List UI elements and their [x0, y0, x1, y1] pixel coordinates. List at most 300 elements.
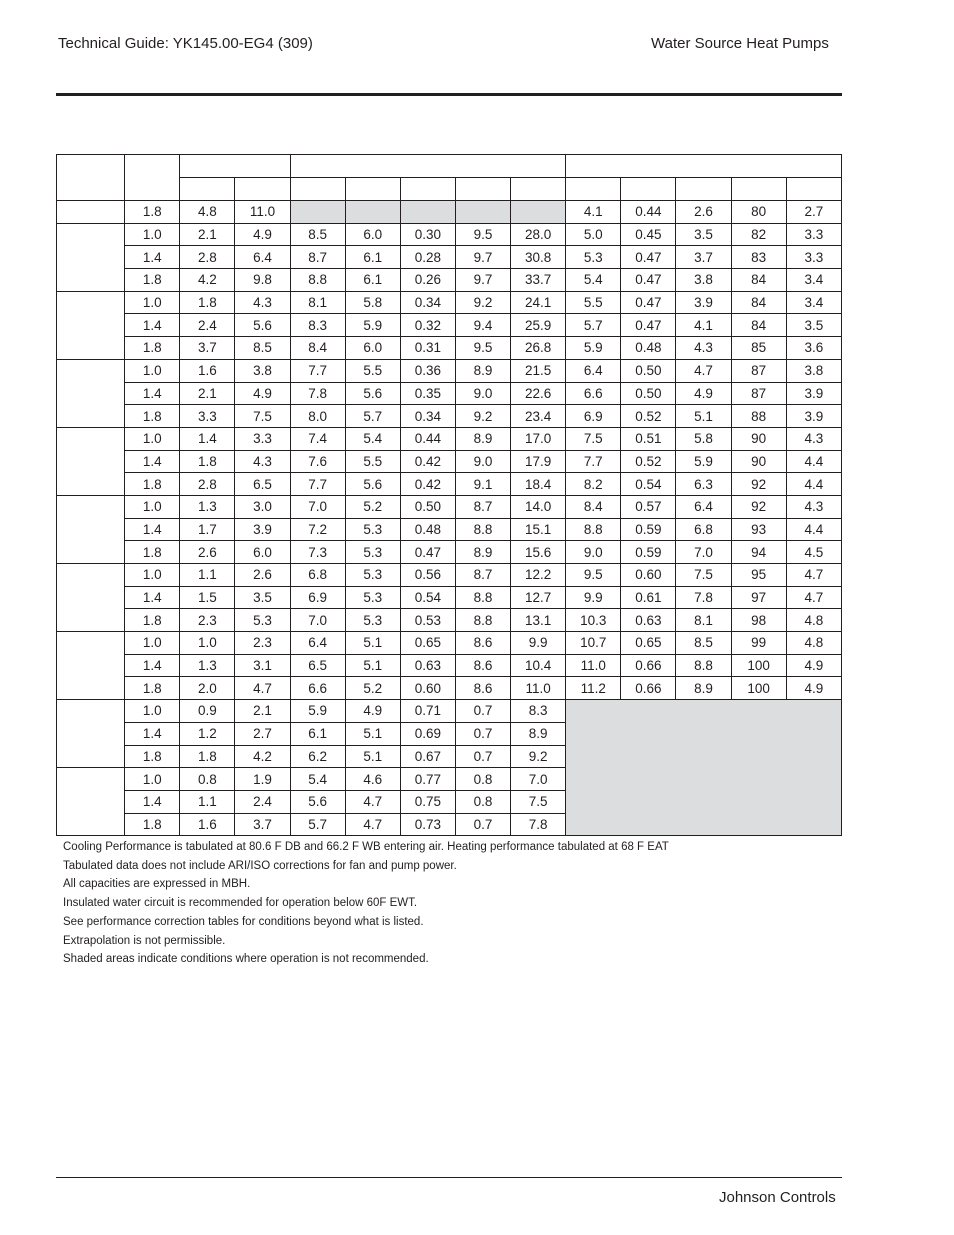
- table-cell: 0.7: [455, 700, 510, 723]
- note-line: Cooling Performance is tabulated at 80.6 F DB and 66.2 F WB entering air. Heating performance tabulated at 68 F EAT: [63, 841, 669, 853]
- table-row: [57, 246, 842, 269]
- table-cell: 1.0: [125, 223, 180, 246]
- table-cell: 4.4: [786, 473, 841, 496]
- table-cell: 9.0: [455, 382, 510, 405]
- table-cell: 17.9: [511, 450, 566, 473]
- table-cell: 1.3: [180, 495, 235, 518]
- table-cell: 6.5: [235, 473, 290, 496]
- table-cell: 8.3: [290, 314, 345, 337]
- table-cell: 0.8: [455, 790, 510, 813]
- table-cell: 0.50: [400, 495, 455, 518]
- table-cell: 8.9: [455, 359, 510, 382]
- table-cell: 98: [731, 609, 786, 632]
- table-cell: 11.0: [511, 677, 566, 700]
- ewt-cell: [57, 201, 125, 224]
- table-cell: 83: [731, 246, 786, 269]
- ewt-cell: [57, 427, 125, 495]
- table-cell: 8.8: [566, 518, 621, 541]
- table-cell: 97: [731, 586, 786, 609]
- table-cell: 92: [731, 495, 786, 518]
- table-cell: 8.6: [455, 654, 510, 677]
- table-cell: 5.2: [345, 495, 400, 518]
- table-cell: 3.3: [786, 223, 841, 246]
- table-cell: 4.7: [786, 586, 841, 609]
- table-cell: 4.8: [786, 609, 841, 632]
- table-cell: 8.5: [290, 223, 345, 246]
- table-cell: 4.3: [676, 337, 731, 360]
- table-cell: 7.0: [290, 609, 345, 632]
- table-cell: 2.1: [180, 382, 235, 405]
- table-cell: 18.4: [511, 473, 566, 496]
- table-cell: 0.8: [180, 768, 235, 791]
- table-cell: 0.44: [621, 201, 676, 224]
- footer-company: Johnson Controls: [719, 1189, 836, 1206]
- table-cell: 94: [731, 541, 786, 564]
- table-cell: 6.1: [345, 269, 400, 292]
- table-cell: 3.3: [235, 427, 290, 450]
- header-cell-ewt: [57, 155, 125, 201]
- table-cell: 92: [731, 473, 786, 496]
- table-cell: 8.6: [455, 632, 510, 655]
- subheader-cell: [621, 178, 676, 201]
- table-cell: 8.6: [455, 677, 510, 700]
- table-cell: 0.45: [621, 223, 676, 246]
- table-cell: 6.2: [290, 745, 345, 768]
- table-cell: 1.4: [125, 654, 180, 677]
- table-cell: 7.6: [290, 450, 345, 473]
- table-cell: 4.3: [786, 495, 841, 518]
- table-cell: 3.7: [676, 246, 731, 269]
- table-cell: 2.3: [180, 609, 235, 632]
- table-cell: 3.4: [786, 291, 841, 314]
- table-cell: 4.9: [676, 382, 731, 405]
- table-cell: 10.3: [566, 609, 621, 632]
- table-cell: 1.0: [180, 632, 235, 655]
- table-cell: 4.9: [786, 677, 841, 700]
- table-cell: 5.9: [566, 337, 621, 360]
- table-cell: 14.0: [511, 495, 566, 518]
- table-cell: 1.0: [125, 359, 180, 382]
- table-cell: 1.1: [180, 790, 235, 813]
- table-cell: 9.7: [455, 269, 510, 292]
- subheader-cell: [786, 178, 841, 201]
- table-cell: 1.4: [125, 314, 180, 337]
- table-cell: 82: [731, 223, 786, 246]
- table-cell: 4.7: [786, 564, 841, 587]
- table-cell: 5.3: [345, 586, 400, 609]
- table-row: [57, 405, 842, 428]
- table-cell: 0.47: [400, 541, 455, 564]
- table-cell: 95: [731, 564, 786, 587]
- table-cell: 9.1: [455, 473, 510, 496]
- table-row: [57, 223, 842, 246]
- table-cell: 8.1: [676, 609, 731, 632]
- table-cell: 10.4: [511, 654, 566, 677]
- table-cell: 0.51: [621, 427, 676, 450]
- table-cell: 1.4: [125, 586, 180, 609]
- table-cell: 5.3: [345, 564, 400, 587]
- table-cell: 8.5: [235, 337, 290, 360]
- table-cell: 0.32: [400, 314, 455, 337]
- table-cell: 2.0: [180, 677, 235, 700]
- table-cell: 9.0: [566, 541, 621, 564]
- note-line: Insulated water circuit is recommended for operation below 60F EWT.: [63, 897, 418, 910]
- table-cell: 0.42: [400, 473, 455, 496]
- table-cell: 8.4: [566, 495, 621, 518]
- table-cell: 8.8: [455, 586, 510, 609]
- table-cell: 8.8: [455, 609, 510, 632]
- table-cell: 0.26: [400, 269, 455, 292]
- table-cell: 3.9: [786, 405, 841, 428]
- table-cell: 5.9: [290, 700, 345, 723]
- table-cell: 0.34: [400, 291, 455, 314]
- table-cell: 1.8: [125, 405, 180, 428]
- table-cell: 5.3: [345, 609, 400, 632]
- table-cell: 6.0: [345, 337, 400, 360]
- table-cell: 1.6: [180, 359, 235, 382]
- table-cell: 5.6: [345, 382, 400, 405]
- table-cell: 6.3: [676, 473, 731, 496]
- table-cell: 0.71: [400, 700, 455, 723]
- table-cell: 0.60: [621, 564, 676, 587]
- table-cell: 9.5: [455, 223, 510, 246]
- table-cell: 0.73: [400, 813, 455, 836]
- table-cell: 4.9: [786, 654, 841, 677]
- table-row: [57, 609, 842, 632]
- table-cell: 3.6: [786, 337, 841, 360]
- ewt-cell: [57, 291, 125, 359]
- table-cell: 7.8: [290, 382, 345, 405]
- table-cell: 28.0: [511, 223, 566, 246]
- table-cell: 0.66: [621, 654, 676, 677]
- table-cell: 0.47: [621, 269, 676, 292]
- table-cell: 3.3: [180, 405, 235, 428]
- table-cell: 2.8: [180, 246, 235, 269]
- table-cell: 5.8: [345, 291, 400, 314]
- table-cell: 12.7: [511, 586, 566, 609]
- table-cell: 5.7: [345, 405, 400, 428]
- table-cell: 8.5: [676, 632, 731, 655]
- table-cell: 10.7: [566, 632, 621, 655]
- table-cell: 13.1: [511, 609, 566, 632]
- table-cell: 0.50: [621, 382, 676, 405]
- table-cell: 9.2: [455, 405, 510, 428]
- table-cell: 1.8: [125, 677, 180, 700]
- table-cell: 6.1: [345, 246, 400, 269]
- table-cell: 9.7: [455, 246, 510, 269]
- table-cell: 0.28: [400, 246, 455, 269]
- table-cell: 6.4: [566, 359, 621, 382]
- table-cell: 8.8: [455, 518, 510, 541]
- table-cell: 0.36: [400, 359, 455, 382]
- table-cell: 5.9: [676, 450, 731, 473]
- table-cell: 4.9: [235, 223, 290, 246]
- table-cell: 0.54: [400, 586, 455, 609]
- table-row: [57, 700, 842, 723]
- table-cell: 12.2: [511, 564, 566, 587]
- table-cell: [511, 201, 566, 224]
- subheader-cell: [676, 178, 731, 201]
- table-cell: 33.7: [511, 269, 566, 292]
- table-cell: 3.7: [235, 813, 290, 836]
- table-row: [57, 586, 842, 609]
- table-cell: 90: [731, 450, 786, 473]
- table-cell: 0.52: [621, 405, 676, 428]
- table-cell: 1.8: [125, 541, 180, 564]
- table-cell: 0.67: [400, 745, 455, 768]
- table-row: [57, 541, 842, 564]
- table-cell: 7.7: [290, 473, 345, 496]
- subheader-cell: [180, 178, 235, 201]
- table-cell: 7.3: [290, 541, 345, 564]
- table-cell: 1.8: [125, 201, 180, 224]
- table-cell: 0.56: [400, 564, 455, 587]
- subheader-cell: [511, 178, 566, 201]
- table-cell: 7.7: [290, 359, 345, 382]
- table-cell: 0.34: [400, 405, 455, 428]
- table-cell: 3.9: [676, 291, 731, 314]
- table-cell: 9.4: [455, 314, 510, 337]
- table-cell: 8.7: [455, 564, 510, 587]
- table-cell: 2.6: [180, 541, 235, 564]
- table-cell: 0.63: [400, 654, 455, 677]
- table-cell: 7.0: [290, 495, 345, 518]
- table-cell: 0.75: [400, 790, 455, 813]
- table-cell: 1.6: [180, 813, 235, 836]
- table-cell: 6.0: [345, 223, 400, 246]
- table-cell: 1.8: [125, 609, 180, 632]
- header-document-title: Technical Guide: YK145.00-EG4 (309): [58, 35, 313, 52]
- table-cell: 2.4: [235, 790, 290, 813]
- table-cell: 4.6: [345, 768, 400, 791]
- table-cell: 4.8: [786, 632, 841, 655]
- table-cell: 9.0: [455, 450, 510, 473]
- table-cell: 84: [731, 314, 786, 337]
- table-cell: [400, 201, 455, 224]
- table-cell: 0.59: [621, 541, 676, 564]
- table-row: [57, 518, 842, 541]
- table-cell: 2.3: [235, 632, 290, 655]
- subheader-cell: [731, 178, 786, 201]
- note-line: Shaded areas indicate conditions where operation is not recommended.: [63, 953, 429, 966]
- table-cell: 87: [731, 359, 786, 382]
- performance-table: [56, 154, 842, 836]
- header-cell-heating-group: [566, 155, 842, 178]
- table-cell: 4.8: [180, 201, 235, 224]
- table-cell: [290, 201, 345, 224]
- table-cell: 6.4: [676, 495, 731, 518]
- table-cell: 3.1: [235, 654, 290, 677]
- subheader-cell: [290, 178, 345, 201]
- table-cell: 4.7: [345, 813, 400, 836]
- table-cell: 0.59: [621, 518, 676, 541]
- table-cell: 4.3: [786, 427, 841, 450]
- table-row: [57, 269, 842, 292]
- table-cell: 6.4: [290, 632, 345, 655]
- table-cell: 8.7: [455, 495, 510, 518]
- table-row: [57, 473, 842, 496]
- table-cell: 1.0: [125, 291, 180, 314]
- table-cell: 5.4: [290, 768, 345, 791]
- ewt-cell: [57, 564, 125, 632]
- table-cell: 7.5: [235, 405, 290, 428]
- table-cell: 3.5: [676, 223, 731, 246]
- table-cell: 1.8: [180, 450, 235, 473]
- table-cell: 99: [731, 632, 786, 655]
- table-cell: 6.8: [676, 518, 731, 541]
- table-cell: 8.8: [676, 654, 731, 677]
- header-section-title: Water Source Heat Pumps: [651, 35, 829, 52]
- table-cell: 7.4: [290, 427, 345, 450]
- table-cell: 5.1: [345, 722, 400, 745]
- table-cell: 0.47: [621, 291, 676, 314]
- table-cell: 0.44: [400, 427, 455, 450]
- table-cell: 87: [731, 382, 786, 405]
- table-cell: 0.30: [400, 223, 455, 246]
- table-cell: 1.4: [125, 790, 180, 813]
- table-cell: 22.6: [511, 382, 566, 405]
- table-cell: 2.6: [235, 564, 290, 587]
- table-cell: 3.5: [235, 586, 290, 609]
- table-cell: 0.69: [400, 722, 455, 745]
- subheader-cell: [400, 178, 455, 201]
- table-cell: 6.1: [290, 722, 345, 745]
- table-row: [57, 314, 842, 337]
- table-cell: 4.4: [786, 518, 841, 541]
- table-cell: 8.9: [455, 427, 510, 450]
- table-cell: 6.4: [235, 246, 290, 269]
- table-cell: 5.3: [566, 246, 621, 269]
- table-cell: 1.0: [125, 632, 180, 655]
- table-cell: 1.4: [125, 450, 180, 473]
- table-row: [57, 495, 842, 518]
- table-cell: 3.9: [235, 518, 290, 541]
- table-cell: [345, 201, 400, 224]
- table-cell: 4.3: [235, 450, 290, 473]
- table-cell: 85: [731, 337, 786, 360]
- table-cell: 1.4: [180, 427, 235, 450]
- table-cell: 5.0: [566, 223, 621, 246]
- table-cell: 7.8: [511, 813, 566, 836]
- table-cell: 9.2: [511, 745, 566, 768]
- table-cell: 7.0: [511, 768, 566, 791]
- ewt-cell: [57, 632, 125, 700]
- table-cell: 8.9: [676, 677, 731, 700]
- table-cell: 4.1: [676, 314, 731, 337]
- table-cell: 1.5: [180, 586, 235, 609]
- table-cell: 4.7: [345, 790, 400, 813]
- subheader-cell: [455, 178, 510, 201]
- table-row: [57, 291, 842, 314]
- ewt-cell: [57, 768, 125, 836]
- table-cell: 5.4: [345, 427, 400, 450]
- table-cell: 1.8: [125, 813, 180, 836]
- table-cell: 8.9: [455, 541, 510, 564]
- table-cell: 17.0: [511, 427, 566, 450]
- table-row: [57, 632, 842, 655]
- table-cell: 5.3: [235, 609, 290, 632]
- table-cell: 3.3: [786, 246, 841, 269]
- table-cell: 8.4: [290, 337, 345, 360]
- performance-table-body: [57, 155, 842, 836]
- table-cell: 1.8: [125, 269, 180, 292]
- table-row: [57, 337, 842, 360]
- table-cell: 9.8: [235, 269, 290, 292]
- table-cell: 2.1: [180, 223, 235, 246]
- table-cell: 6.9: [566, 405, 621, 428]
- table-cell: 5.6: [290, 790, 345, 813]
- table-cell: 93: [731, 518, 786, 541]
- table-cell: 1.8: [180, 745, 235, 768]
- table-cell: 5.3: [345, 541, 400, 564]
- table-cell: 4.1: [566, 201, 621, 224]
- table-cell: 1.0: [125, 564, 180, 587]
- table-cell: 5.5: [345, 450, 400, 473]
- table-cell: 25.9: [511, 314, 566, 337]
- table-cell: 0.61: [621, 586, 676, 609]
- table-cell: 0.66: [621, 677, 676, 700]
- table-cell: 8.3: [511, 700, 566, 723]
- table-cell: 15.6: [511, 541, 566, 564]
- table-cell: 5.1: [345, 654, 400, 677]
- table-cell: 24.1: [511, 291, 566, 314]
- table-cell: 1.4: [125, 246, 180, 269]
- table-cell: 1.0: [125, 495, 180, 518]
- note-line: Extrapolation is not permissible.: [63, 934, 226, 947]
- table-cell: 0.8: [455, 768, 510, 791]
- table-cell: 7.5: [676, 564, 731, 587]
- subheader-cell: [345, 178, 400, 201]
- table-cell: 15.1: [511, 518, 566, 541]
- table-cell: 88: [731, 405, 786, 428]
- subheader-cell: [235, 178, 290, 201]
- table-cell: 11.0: [566, 654, 621, 677]
- table-cell: 4.7: [676, 359, 731, 382]
- table-cell: 0.9: [180, 700, 235, 723]
- table-cell: 84: [731, 269, 786, 292]
- table-cell: 4.7: [235, 677, 290, 700]
- table-cell: 1.4: [125, 518, 180, 541]
- table-cell: 5.3: [345, 518, 400, 541]
- table-cell: 11.0: [235, 201, 290, 224]
- table-notes: [63, 838, 669, 969]
- table-cell: 8.1: [290, 291, 345, 314]
- table-cell: 8.2: [566, 473, 621, 496]
- table-cell: 5.7: [290, 813, 345, 836]
- table-cell: 1.0: [125, 700, 180, 723]
- table-row: [57, 450, 842, 473]
- table-cell: 1.9: [235, 768, 290, 791]
- table-cell: 1.4: [125, 722, 180, 745]
- table-cell: 4.9: [345, 700, 400, 723]
- table-cell: 0.48: [621, 337, 676, 360]
- table-cell: 1.3: [180, 654, 235, 677]
- table-cell: 5.1: [676, 405, 731, 428]
- table-row: [57, 677, 842, 700]
- table-cell: 1.8: [125, 745, 180, 768]
- table-cell: 8.9: [511, 722, 566, 745]
- table-row: [57, 201, 842, 224]
- table-cell: 0.57: [621, 495, 676, 518]
- header-rule: [56, 93, 842, 96]
- table-cell: 0.47: [621, 246, 676, 269]
- table-cell: 80: [731, 201, 786, 224]
- table-cell: 0.60: [400, 677, 455, 700]
- table-cell: 100: [731, 677, 786, 700]
- table-cell: 0.31: [400, 337, 455, 360]
- table-cell: 5.7: [566, 314, 621, 337]
- table-cell: 0.65: [400, 632, 455, 655]
